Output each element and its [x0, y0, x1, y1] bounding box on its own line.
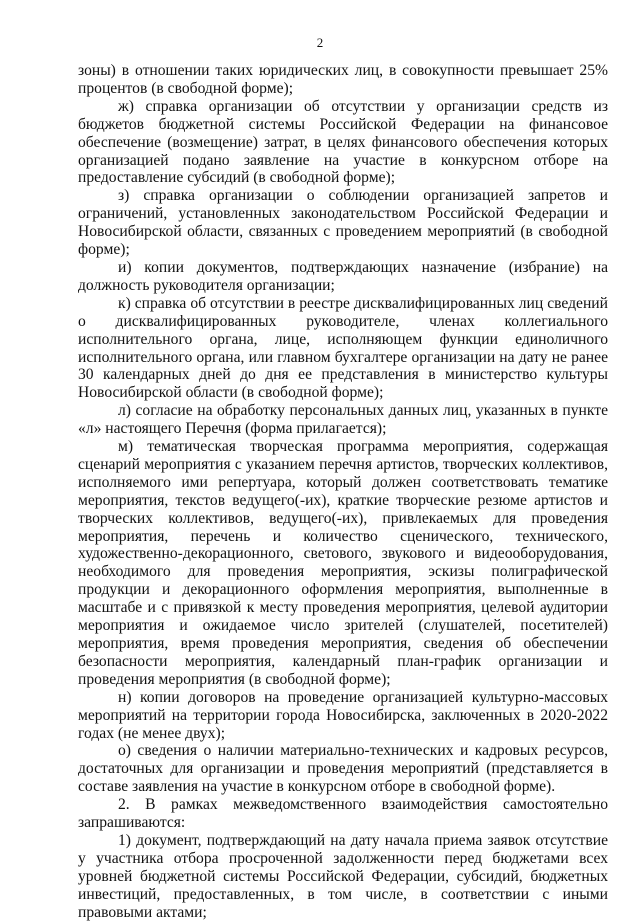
paragraph-item-l: л) согласие на обработку персональных данных лиц, указанных в пункте «л» настоящего Перечня (форма прилагается); [78, 402, 608, 438]
paragraph-item-i: и) копии документов, подтверждающих назначение (избрание) на должность руководителя организации; [78, 258, 608, 294]
paragraph-item-z: з) справка организации о соблюдении организацией запретов и ограничений, установленных законодательством Российской Федерации и Новосибирской области, связанных с проведением мероприятий (в свободной форме); [78, 187, 608, 259]
paragraph-item-zh: ж) справка организации об отсутствии у организации средств из бюджетов бюджетной системы Российской Федерации на финансовое обеспечение (возмещение) затрат, в целях финансового обеспечения которых организацией подано заявление на участие в конкурсном отборе на предоставление субсидий (в свободной форме); [78, 97, 608, 187]
paragraph-item-n: н) копии договоров на проведение организацией культурно-массовых мероприятий на территории города Новосибирска, заключенных в 2020-2022 годах (не менее двух); [78, 688, 608, 742]
paragraph-item-o: о) сведения о наличии материально-технических и кадровых ресурсов, достаточных для организации и проведения мероприятий (представляется в составе заявления на участие в конкурсном отборе в свободной форме). [78, 742, 608, 796]
paragraph-zony-continuation: зоны) в отношении таких юридических лиц, в совокупности превышает 25% процентов (в свободной форме); [78, 62, 608, 97]
page-number: 2 [316, 35, 324, 50]
paragraph-section-2: 2. В рамках межведомственного взаимодействия самостоятельно запрашиваются: [78, 796, 608, 832]
paragraph-item-k: к) справка об отсутствии в реестре дисквалифицированных лиц сведений о дисквалифицированных руководителе, членах коллегиального исполнительного органа, лице, исполняющем функции единоличного исполнительного органа, или главном бухгалтере организации на дату не ранее 30 календарных дней до дня ее представления в министерство культуры Новосибирской области (в свободной форме); [78, 294, 608, 402]
paragraph-subitem-1: 1) документ, подтверждающий на дату начала приема заявок отсутствие у участника отбора просроченной задолженности перед бюджетами всех уровней бюджетной системы Российской Федерации, субсидий, бюджетных инвестиций, предоставленных, в том числе, в соответствии с иными правовыми актами; [78, 831, 608, 921]
document-body [78, 62, 608, 922]
paragraph-item-m: м) тематическая творческая программа мероприятия, содержащая сценарий мероприятия с указанием перечня артистов, творческих коллективов, исполняемого ими репертуара, который должен соответствовать тематике мероприятия, текстов ведущего(-их), краткие творческие резюме артистов и творческих коллективов, ведущего(-их), привлекаемых для проведения мероприятия, перечень и количество сценического, технического, художественно-декорационного, светового, звукового и видеооборудования, необходимого для проведения мероприятия, эскизы полиграфической продукции и декорационного оформления мероприятия, выполненные в масштабе и с привязкой к месту проведения мероприятия, целевой аудитории мероприятия и ожидаемое число зрителей (слушателей, посетителей) мероприятия, время проведения мероприятия, сведения об обеспечении безопасности мероприятия, календарный план-график организации и проведения мероприятия (в свободной форме); [78, 438, 608, 688]
